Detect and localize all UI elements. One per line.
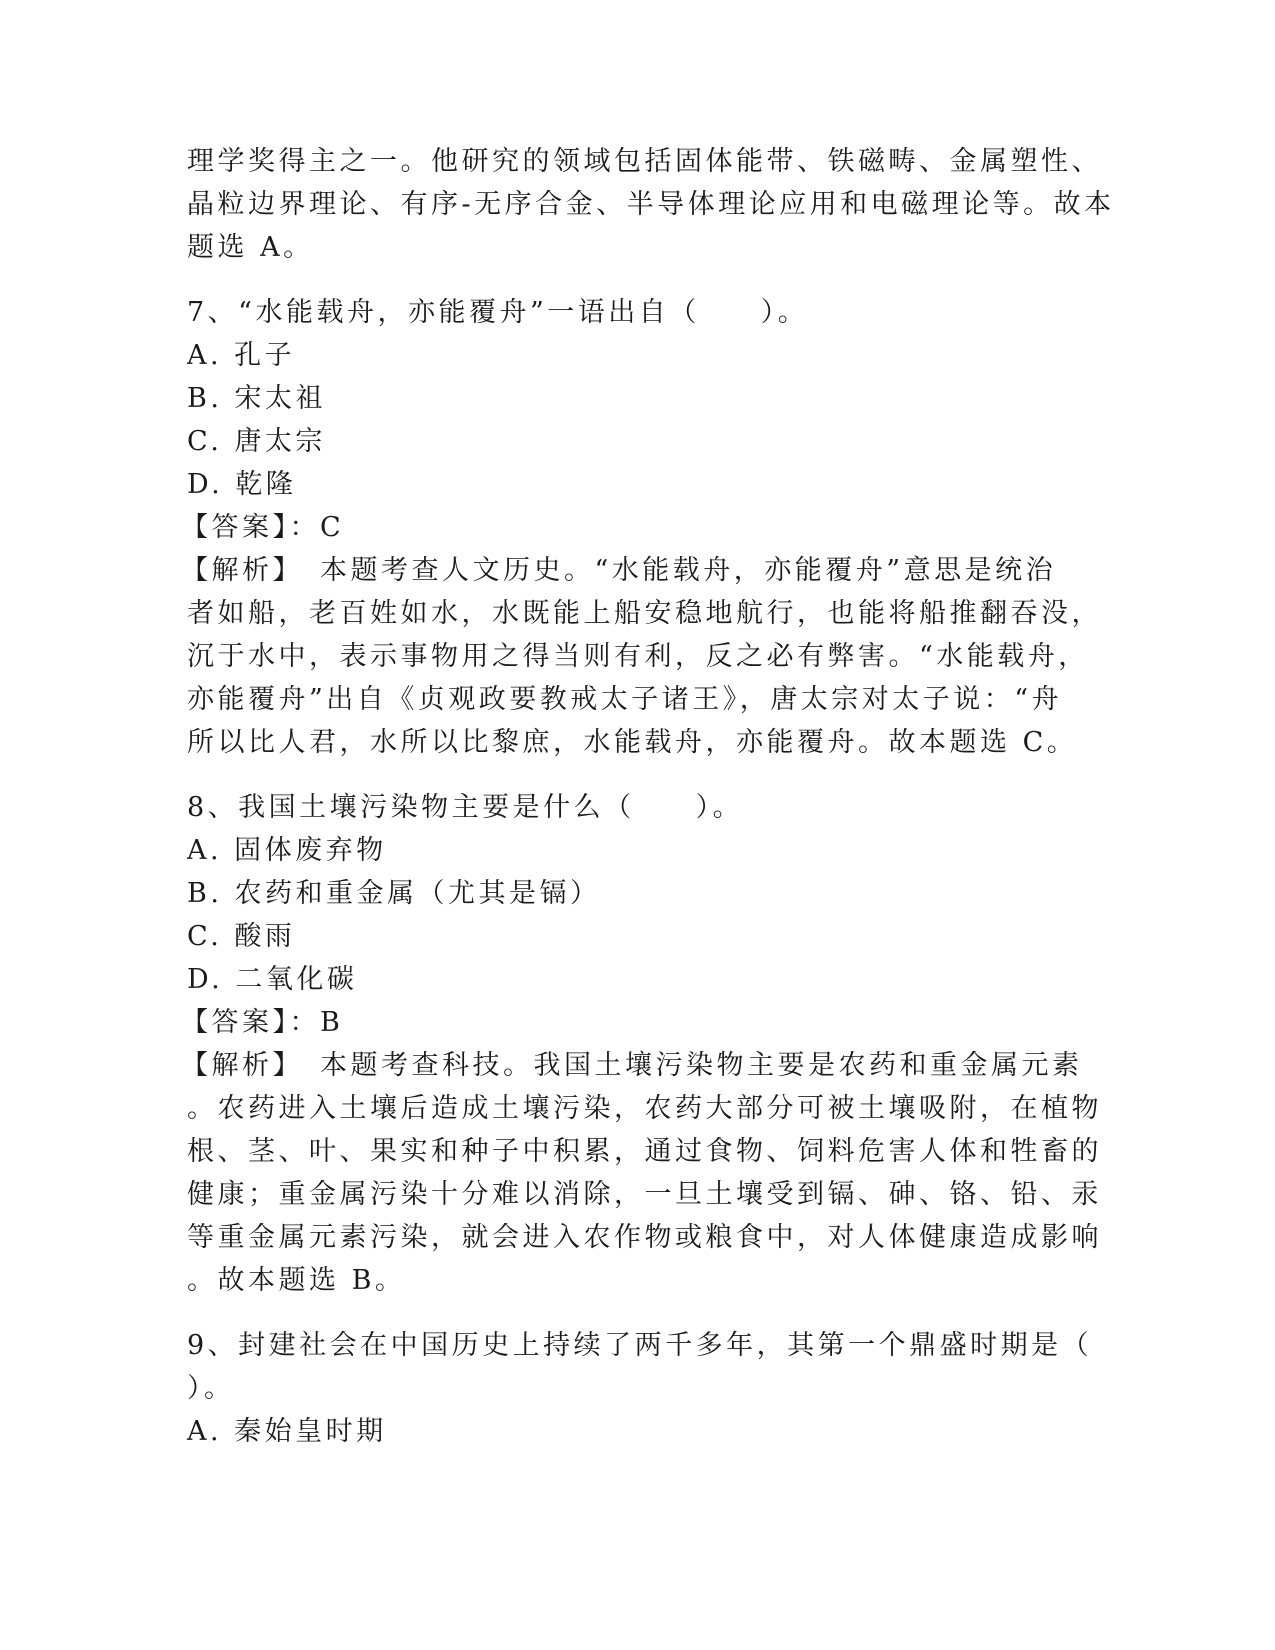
- question-9-text: ）。: [187, 1373, 235, 1404]
- intro-line: 题选 A。: [187, 232, 314, 263]
- question-8-analysis-line: 等重金属元素污染，就会进入农作物或粮食中，对人体健康造成影响: [187, 1222, 1102, 1253]
- question-8-option-d: D. 二氧化碳: [187, 964, 358, 995]
- question-7-analysis-line: 【解析】 本题考查人文历史。“水能载舟，亦能覆舟”意思是统治: [181, 555, 1057, 586]
- spacer: [187, 764, 1087, 786]
- question-8-option-a: A. 固体废弃物: [187, 835, 387, 866]
- intro-paragraph: [187, 140, 1115, 269]
- question-7: [181, 291, 1102, 764]
- question-7-analysis-line: 所以比人君，水所以比黎庶，水能载舟，亦能覆舟。故本题选 C。: [187, 727, 1078, 758]
- question-7-option-b: B. 宋太祖: [187, 383, 327, 414]
- question-9-option-a: A. 秦始皇时期: [187, 1416, 387, 1447]
- question-8-answer: 【答案】：B: [181, 1007, 344, 1038]
- question-8: [181, 786, 1102, 1302]
- question-7-analysis-line: 者如船，老百姓如水，水既能上船安稳地航行，也能将船推翻吞没，: [187, 598, 1102, 629]
- spacer: [187, 1302, 1087, 1324]
- intro-line: 理学奖得主之一。他研究的领域包括固体能带、铁磁畴、金属塑性、: [187, 146, 1102, 177]
- question-7-option-a: A. 孔子: [187, 340, 296, 371]
- question-8-analysis-line: 【解析】 本题考查科技。我国土壤污染物主要是农药和重金属元素: [181, 1050, 1083, 1081]
- question-7-analysis-line: 沉于水中，表示事物用之得当则有利，反之必有弊害。“水能载舟，: [187, 641, 1089, 672]
- intro-line: 晶粒边界理论、有序-无序合金、半导体理论应用和电磁理论等。故本: [187, 189, 1115, 220]
- question-9-text: 9、封建社会在中国历史上持续了两千多年，其第一个鼎盛时期是（: [187, 1330, 1093, 1361]
- question-8-analysis-line: 。故本题选 B。: [187, 1265, 406, 1296]
- question-8-option-c: C. 酸雨: [187, 921, 296, 952]
- question-8-text: 8、我国土壤污染物主要是什么（ ）。: [187, 792, 744, 823]
- question-8-analysis-line: 健康；重金属污染十分难以消除，一旦土壤受到镉、砷、铬、铅、汞: [187, 1179, 1102, 1210]
- question-7-answer: 【答案】：C: [181, 512, 345, 543]
- question-7-option-d: D. 乾隆: [187, 469, 297, 500]
- question-8-analysis-line: 。农药进入土壤后造成土壤污染，农药大部分可被土壤吸附，在植物: [187, 1093, 1102, 1124]
- question-8-option-b: B. 农药和重金属（尤其是镉）: [187, 878, 601, 909]
- question-8-analysis-line: 根、茎、叶、果实和种子中积累，通过食物、饲料危害人体和牲畜的: [187, 1136, 1102, 1167]
- question-7-analysis-line: 亦能覆舟”出自《贞观政要教戒太子诸王》，唐太宗对太子说：“舟: [187, 684, 1063, 715]
- question-7-option-c: C. 唐太宗: [187, 426, 326, 457]
- question-7-text: 7、“水能载舟，亦能覆舟”一语出自（ ）。: [187, 297, 809, 328]
- question-9: [187, 1324, 1093, 1453]
- document-page: [181, 140, 1115, 1453]
- spacer: [187, 269, 1087, 291]
